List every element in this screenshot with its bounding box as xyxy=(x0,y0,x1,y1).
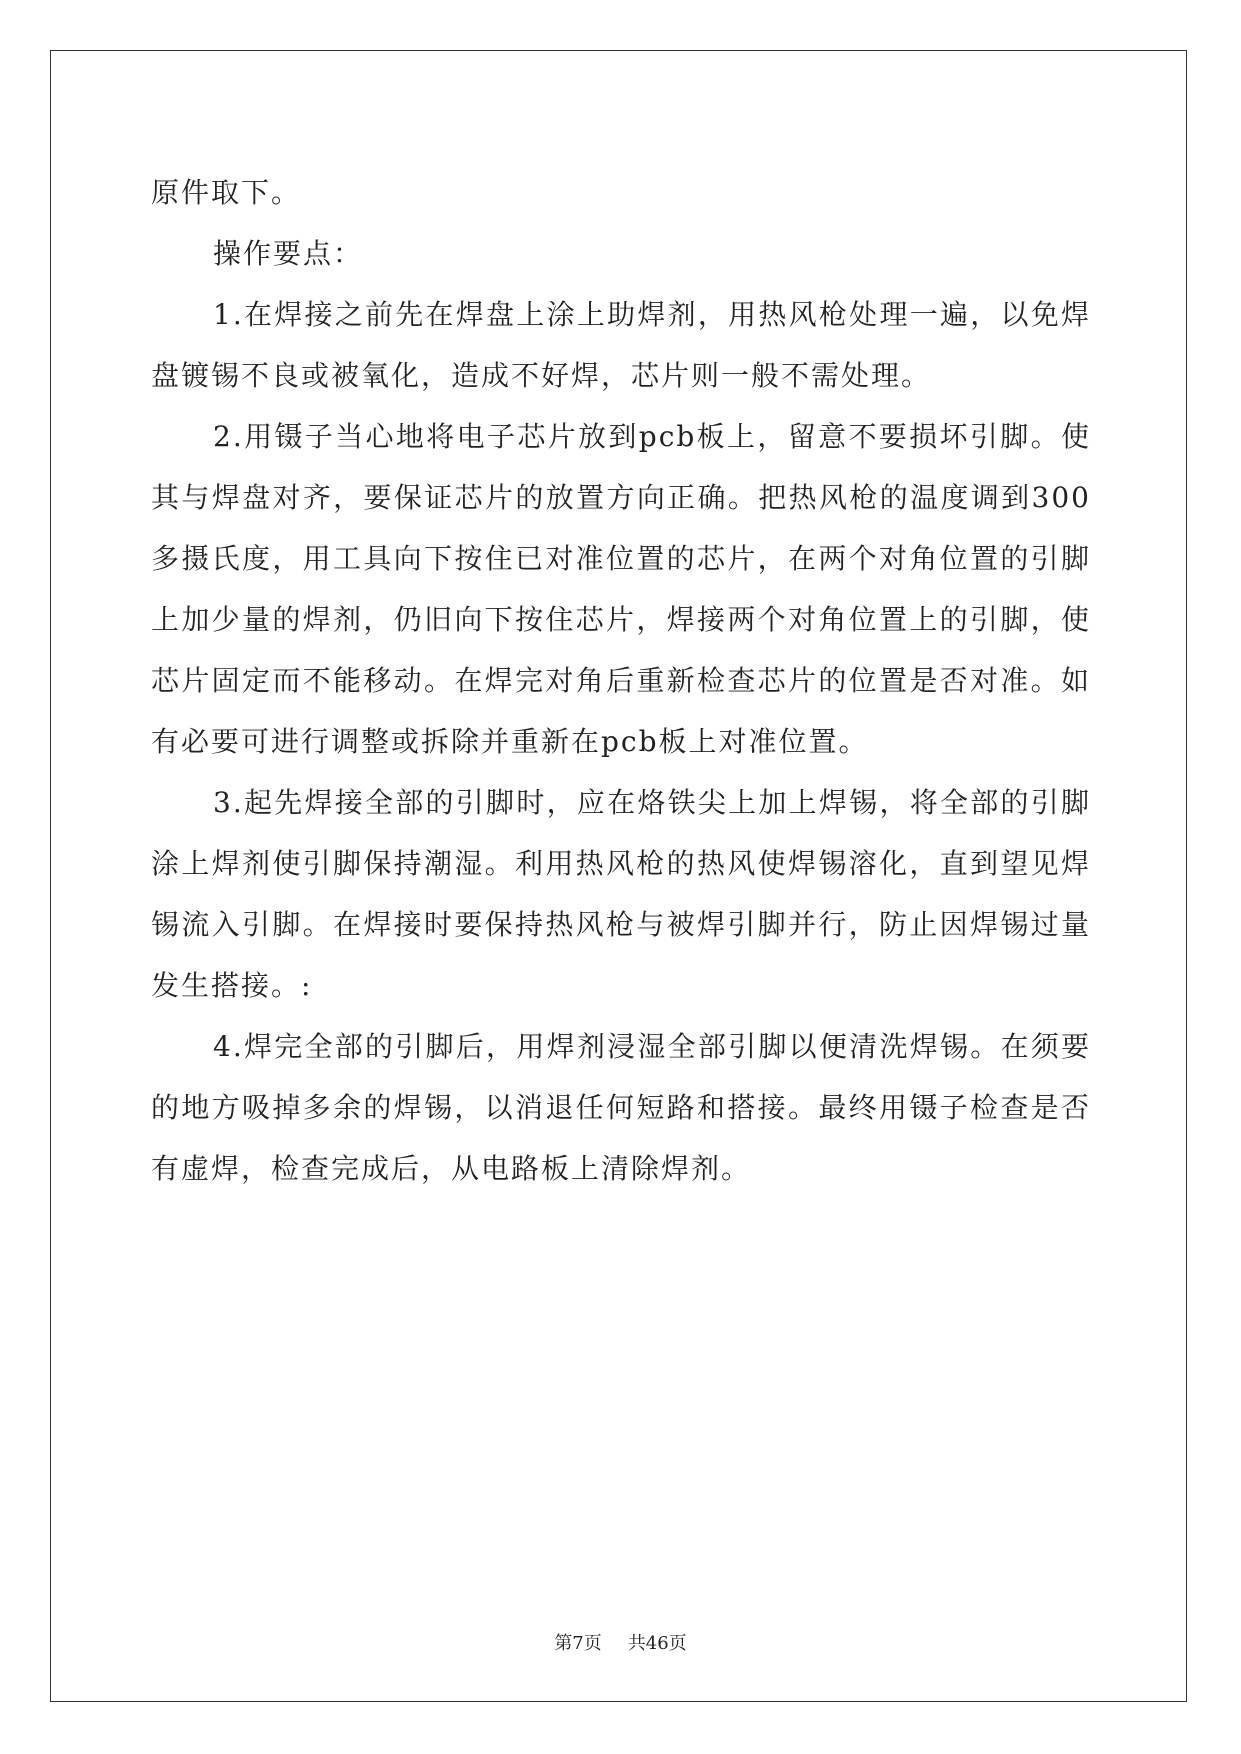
document-body xyxy=(151,162,1091,1199)
paragraph-step-2: 2.用镊子当心地将电子芯片放到pcb板上，留意不要损坏引脚。使其与焊盘对齐，要保证芯片的放置方向正确。把热风枪的温度调到300多摄氏度，用工具向下按住已对准位置的芯片，在两个对角位置的引脚上加少量的焊剂，仍旧向下按住芯片，焊接两个对角位置上的引脚，使芯片固定而不能移动。在焊完对角后重新检查芯片的位置是否对准。如有必要可进行调整或拆除并重新在pcb板上对准位置。 xyxy=(151,420,1091,758)
paragraph-step-4: 4.焊完全部的引脚后，用焊剂浸湿全部引脚以便清洗焊锡。在须要的地方吸掉多余的焊锡，以消退任何短路和搭接。最终用镊子检查是否有虚焊，检查完成后，从电路板上清除焊剂。 xyxy=(151,1030,1091,1185)
page-total: 共46页 xyxy=(627,1633,687,1654)
paragraph-heading-key-points: 操作要点： xyxy=(213,237,364,270)
paragraph-step-3: 3.起先焊接全部的引脚时，应在烙铁尖上加上焊锡，将全部的引脚涂上焊剂使引脚保持潮湿。利用热风枪的热风使焊锡溶化，直到望见焊锡流入引脚。在焊接时要保持热风枪与被焊引脚并行，防止因焊锡过量发生搭接。: xyxy=(151,786,1091,1002)
page-footer xyxy=(0,1629,1241,1655)
paragraph-continuation: 原件取下。 xyxy=(151,176,302,209)
paragraph-step-1: 1.在焊接之前先在焊盘上涂上助焊剂，用热风枪处理一遍，以免焊盘镀锡不良或被氧化，造成不好焊，芯片则一般不需处理。 xyxy=(151,298,1091,392)
page-number: 第7页 xyxy=(554,1633,602,1654)
